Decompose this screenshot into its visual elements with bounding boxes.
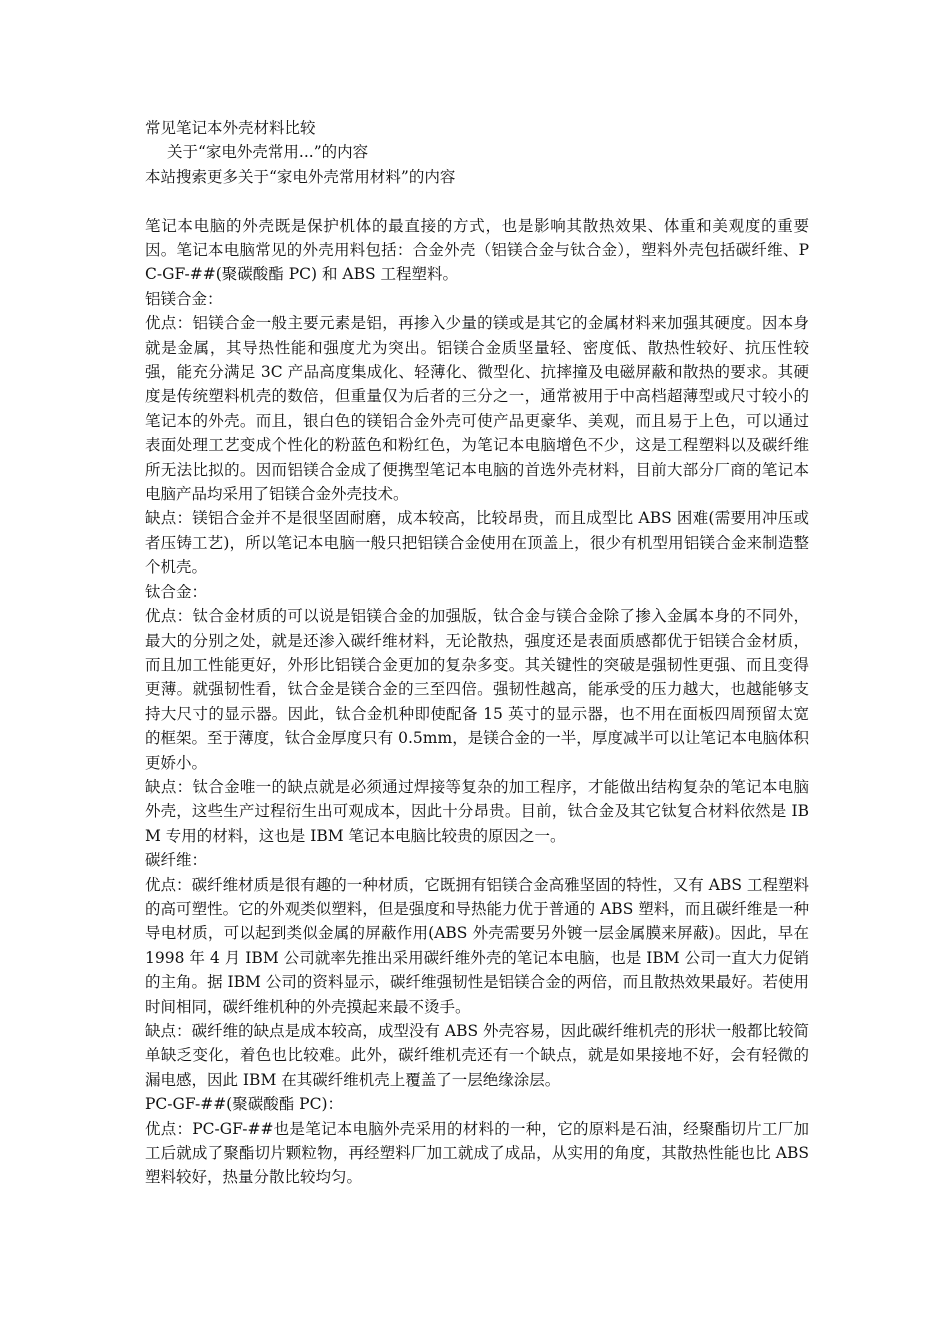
carbon-fiber-cons: 缺点：碳纤维的缺点是成本较高，成型没有 ABS 外壳容易，因此碳纤维机壳的形状一般都比较简单缺乏变化，着色也比较难。此外，碳纤维机壳还有一个缺点，就是如果接地不好，会有轻微的漏电感，因此 IBM 在其碳纤维机壳上覆盖了一层绝缘涂层。 [145, 1022, 809, 1089]
pc-gf-pros: 优点：PC-GF-##也是笔记本电脑外壳采用的材料的一种，它的原料是石油，经聚酯切片工厂加工后就成了聚酯切片颗粒物，再经塑料厂加工就成了成品，从实用的角度，其散热性能也比 ABS 塑料较好，热量分散比较均匀。 [145, 1119, 809, 1187]
section-heading-carbon-fiber: 碳纤维： [145, 851, 208, 870]
section-heading-pc-gf: PC-GF-##(聚碳酸酯 PC)： [145, 1095, 343, 1114]
related-content-link[interactable]: 关于“家电外壳常用...”的内容 [167, 143, 369, 162]
carbon-fiber-pros: 优点：碳纤维材质是很有趣的一种材质，它既拥有铝镁合金高雅坚固的特性，又有 ABS 工程塑料的高可塑性。它的外观类似塑料，但是强度和导热能力优于普通的 ABS 塑料，而且碳纤维是一种导电材质，可以起到类似金属的屏蔽作用(ABS 外壳需要另外镀一层金属膜来屏蔽)。因此，早在 1998 年 4 月 IBM 公司就率先推出采用碳纤维外壳的笔记本电脑，也是 IBM 公司一直大力促销的主角。据 IBM 公司的资料显示，碳纤维强韧性是铝镁合金的两倍，而且散热效果最好。若使用时间相同，碳纤维机种的外壳摸起来最不烫手。 [145, 875, 809, 1016]
document-page [145, 116, 809, 1190]
titanium-cons: 缺点：钛合金唯一的缺点就是必须通过焊接等复杂的加工程序，才能做出结构复杂的笔记本电脑外壳，这些生产过程衍生出可观成本，因此十分昂贵。目前，钛合金及其它钛复合材料依然是 IBM 专用的材料，这也是 IBM 笔记本电脑比较贵的原因之一。 [145, 777, 809, 845]
intro-paragraph: 笔记本电脑的外壳既是保护机体的最直接的方式，也是影响其散热效果、体重和美观度的重要因。笔记本电脑常见的外壳用料包括：合金外壳（铝镁合金与钛合金），塑料外壳包括碳纤维、PC-GF-##(聚碳酸酯 PC) 和 ABS 工程塑料。 [145, 216, 809, 284]
document-title: 常见笔记本外壳材料比较 [145, 119, 316, 137]
section-heading-al-mg: 铝镁合金： [145, 289, 223, 308]
blank-line [145, 189, 809, 213]
al-mg-cons: 缺点：镁铝合金并不是很坚固耐磨，成本较高，比较昂贵，而且成型比 ABS 困难(需要用冲压或者压铸工艺)，所以笔记本电脑一般只把铝镁合金使用在顶盖上，很少有机型用铝镁合金来制造整个机壳。 [145, 509, 809, 577]
titanium-pros: 优点：钛合金材质的可以说是铝镁合金的加强版，钛合金与镁合金除了掺入金属本身的不同外，最大的分别之处，就是还渗入碳纤维材料，无论散热，强度还是表面质感都优于铝镁合金材质，而且加工性能更好，外形比铝镁合金更加的复杂多变。其关键性的突破是强韧性更强、而且变得更薄。就强韧性看，钛合金是镁合金的三至四倍。强韧性越高，能承受的压力越大，也越能够支持大尺寸的显示器。因此，钛合金机种即使配备 15 英寸的显示器，也不用在面板四周预留太宽的框架。至于薄度，钛合金厚度只有 0.5mm，是镁合金的一半，厚度减半可以让笔记本电脑体积更娇小。 [145, 607, 809, 772]
search-more-link[interactable]: 本站搜索更多关于“家电外壳常用材料”的内容 [145, 167, 456, 186]
al-mg-pros: 优点：铝镁合金一般主要元素是铝，再掺入少量的镁或是其它的金属材料来加强其硬度。因本身就是金属，其导热性能和强度尤为突出。铝镁合金质坚量轻、密度低、散热性较好、抗压性较强，能充分满足 3C 产品高度集成化、轻薄化、微型化、抗摔撞及电磁屏蔽和散热的要求。其硬度是传统塑料机壳的数倍，但重量仅为后者的三分之一，通常被用于中高档超薄型或尺寸较小的笔记本的外壳。而且，银白色的镁铝合金外壳可使产品更豪华、美观，而且易于上色，可以通过表面处理工艺变成个性化的粉蓝色和粉红色，为笔记本电脑增色不少，这是工程塑料以及碳纤维所无法比拟的。因而铝镁合金成了便携型笔记本电脑的首选外壳材料，目前大部分厂商的笔记本电脑产品均采用了铝镁合金外壳技术。 [145, 314, 809, 504]
section-heading-titanium: 钛合金： [145, 582, 208, 601]
